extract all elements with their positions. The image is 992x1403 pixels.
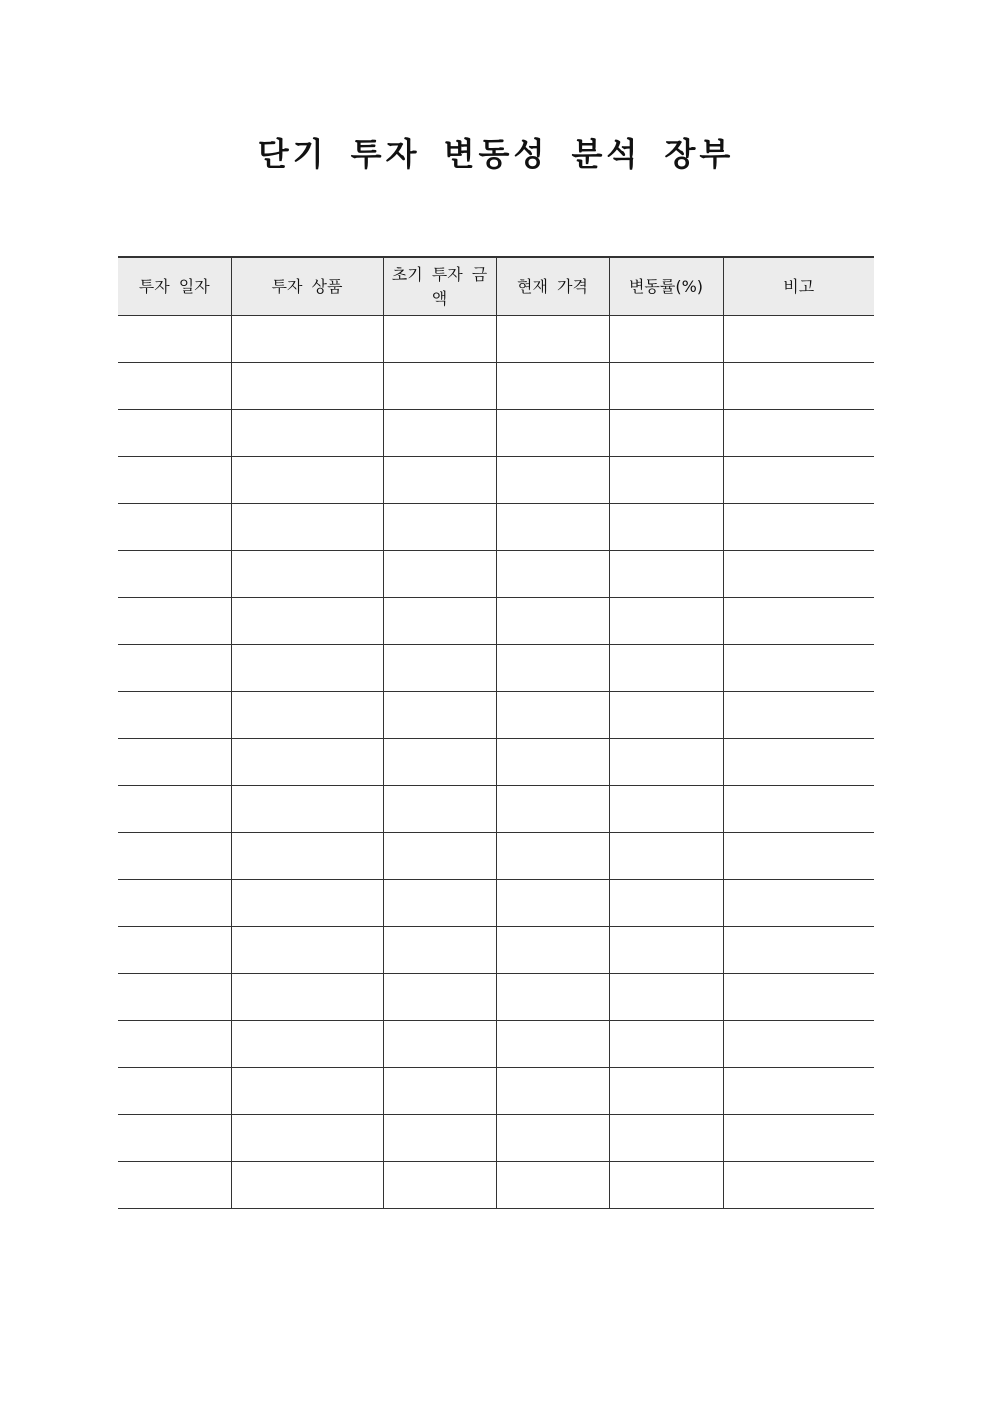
cell-investment-product[interactable] (231, 598, 383, 645)
cell-remarks[interactable] (723, 880, 874, 927)
cell-investment-product[interactable] (231, 692, 383, 739)
cell-initial-amount[interactable] (383, 363, 496, 410)
cell-remarks[interactable] (723, 1162, 874, 1209)
cell-initial-amount[interactable] (383, 316, 496, 363)
ledger-table (118, 256, 874, 1209)
cell-investment-product[interactable] (231, 645, 383, 692)
cell-remarks[interactable] (723, 1021, 874, 1068)
cell-current-price[interactable] (496, 504, 609, 551)
cell-initial-amount[interactable] (383, 739, 496, 786)
cell-remarks[interactable] (723, 363, 874, 410)
cell-initial-amount[interactable] (383, 1162, 496, 1209)
cell-change-rate[interactable] (609, 1068, 723, 1115)
document-title: 단기 투자 변동성 분석 장부 (257, 135, 735, 173)
cell-remarks[interactable] (723, 786, 874, 833)
cell-investment-product[interactable] (231, 1162, 383, 1209)
cell-change-rate[interactable] (609, 504, 723, 551)
cell-initial-amount[interactable] (383, 504, 496, 551)
cell-initial-amount[interactable] (383, 457, 496, 504)
cell-change-rate[interactable] (609, 739, 723, 786)
cell-investment-date[interactable] (118, 1068, 231, 1115)
cell-current-price[interactable] (496, 692, 609, 739)
cell-investment-date[interactable] (118, 974, 231, 1021)
cell-investment-product[interactable] (231, 974, 383, 1021)
cell-remarks[interactable] (723, 1115, 874, 1162)
cell-remarks[interactable] (723, 1068, 874, 1115)
cell-investment-product[interactable] (231, 880, 383, 927)
cell-investment-date[interactable] (118, 598, 231, 645)
header-row (118, 257, 874, 316)
cell-change-rate[interactable] (609, 316, 723, 363)
header-current-price: 현재 가격 (496, 257, 609, 316)
header-change-rate: 변동률(%) (609, 257, 723, 316)
cell-remarks[interactable] (723, 974, 874, 1021)
table-row (118, 645, 874, 692)
cell-current-price[interactable] (496, 457, 609, 504)
cell-current-price[interactable] (496, 645, 609, 692)
cell-change-rate[interactable] (609, 551, 723, 598)
cell-initial-amount[interactable] (383, 786, 496, 833)
cell-current-price[interactable] (496, 1115, 609, 1162)
cell-remarks[interactable] (723, 692, 874, 739)
cell-change-rate[interactable] (609, 645, 723, 692)
cell-current-price[interactable] (496, 363, 609, 410)
cell-investment-product[interactable] (231, 1021, 383, 1068)
cell-change-rate[interactable] (609, 363, 723, 410)
table-row (118, 598, 874, 645)
cell-remarks[interactable] (723, 645, 874, 692)
cell-investment-date[interactable] (118, 786, 231, 833)
cell-investment-date[interactable] (118, 410, 231, 457)
header-initial-amount: 초기 투자 금액 (383, 257, 496, 316)
cell-investment-date[interactable] (118, 316, 231, 363)
table-row (118, 974, 874, 1021)
cell-investment-product[interactable] (231, 1068, 383, 1115)
cell-investment-product[interactable] (231, 739, 383, 786)
cell-change-rate[interactable] (609, 786, 723, 833)
cell-investment-date[interactable] (118, 739, 231, 786)
cell-remarks[interactable] (723, 598, 874, 645)
cell-current-price[interactable] (496, 1162, 609, 1209)
cell-initial-amount[interactable] (383, 833, 496, 880)
cell-current-price[interactable] (496, 786, 609, 833)
header-investment-product: 투자 상품 (231, 257, 383, 316)
table-row (118, 880, 874, 927)
cell-investment-date[interactable] (118, 551, 231, 598)
cell-initial-amount[interactable] (383, 645, 496, 692)
table-row (118, 316, 874, 363)
cell-initial-amount[interactable] (383, 927, 496, 974)
cell-investment-date[interactable] (118, 645, 231, 692)
cell-investment-date[interactable] (118, 363, 231, 410)
cell-investment-product[interactable] (231, 927, 383, 974)
cell-initial-amount[interactable] (383, 880, 496, 927)
cell-remarks[interactable] (723, 504, 874, 551)
cell-remarks[interactable] (723, 457, 874, 504)
table-row (118, 1162, 874, 1209)
cell-change-rate[interactable] (609, 974, 723, 1021)
cell-investment-product[interactable] (231, 833, 383, 880)
cell-investment-product[interactable] (231, 551, 383, 598)
cell-change-rate[interactable] (609, 1115, 723, 1162)
cell-change-rate[interactable] (609, 457, 723, 504)
cell-remarks[interactable] (723, 410, 874, 457)
table-row (118, 1068, 874, 1115)
cell-current-price[interactable] (496, 880, 609, 927)
table-row (118, 739, 874, 786)
cell-change-rate[interactable] (609, 692, 723, 739)
cell-investment-date[interactable] (118, 692, 231, 739)
table-body (118, 316, 874, 1209)
table-row (118, 410, 874, 457)
cell-investment-product[interactable] (231, 410, 383, 457)
cell-current-price[interactable] (496, 598, 609, 645)
cell-current-price[interactable] (496, 410, 609, 457)
cell-remarks[interactable] (723, 739, 874, 786)
cell-investment-date[interactable] (118, 1021, 231, 1068)
cell-initial-amount[interactable] (383, 692, 496, 739)
table-row (118, 786, 874, 833)
header-investment-date: 투자 일자 (118, 257, 231, 316)
cell-current-price[interactable] (496, 1068, 609, 1115)
cell-change-rate[interactable] (609, 598, 723, 645)
cell-current-price[interactable] (496, 1021, 609, 1068)
cell-investment-date[interactable] (118, 1115, 231, 1162)
cell-initial-amount[interactable] (383, 1115, 496, 1162)
cell-initial-amount[interactable] (383, 410, 496, 457)
cell-remarks[interactable] (723, 551, 874, 598)
cell-current-price[interactable] (496, 974, 609, 1021)
cell-investment-product[interactable] (231, 363, 383, 410)
cell-investment-product[interactable] (231, 504, 383, 551)
cell-change-rate[interactable] (609, 833, 723, 880)
table-row (118, 504, 874, 551)
cell-investment-product[interactable] (231, 1115, 383, 1162)
cell-investment-date[interactable] (118, 833, 231, 880)
cell-initial-amount[interactable] (383, 1021, 496, 1068)
cell-investment-date[interactable] (118, 457, 231, 504)
header-remarks: 비고 (723, 257, 874, 316)
table-row (118, 1115, 874, 1162)
cell-initial-amount[interactable] (383, 1068, 496, 1115)
table-row (118, 692, 874, 739)
cell-investment-date[interactable] (118, 1162, 231, 1209)
cell-current-price[interactable] (496, 833, 609, 880)
cell-initial-amount[interactable] (383, 974, 496, 1021)
table-row (118, 457, 874, 504)
cell-change-rate[interactable] (609, 880, 723, 927)
cell-current-price[interactable] (496, 316, 609, 363)
cell-investment-product[interactable] (231, 316, 383, 363)
table-row (118, 927, 874, 974)
cell-initial-amount[interactable] (383, 598, 496, 645)
cell-current-price[interactable] (496, 739, 609, 786)
table-row (118, 363, 874, 410)
cell-change-rate[interactable] (609, 927, 723, 974)
cell-remarks[interactable] (723, 833, 874, 880)
cell-remarks[interactable] (723, 927, 874, 974)
cell-remarks[interactable] (723, 316, 874, 363)
cell-investment-product[interactable] (231, 786, 383, 833)
table-row (118, 551, 874, 598)
cell-change-rate[interactable] (609, 1021, 723, 1068)
cell-investment-date[interactable] (118, 880, 231, 927)
cell-change-rate[interactable] (609, 410, 723, 457)
cell-investment-date[interactable] (118, 927, 231, 974)
table-row (118, 833, 874, 880)
cell-investment-product[interactable] (231, 457, 383, 504)
cell-current-price[interactable] (496, 927, 609, 974)
cell-investment-date[interactable] (118, 504, 231, 551)
cell-current-price[interactable] (496, 551, 609, 598)
table-row (118, 1021, 874, 1068)
cell-initial-amount[interactable] (383, 551, 496, 598)
cell-change-rate[interactable] (609, 1162, 723, 1209)
